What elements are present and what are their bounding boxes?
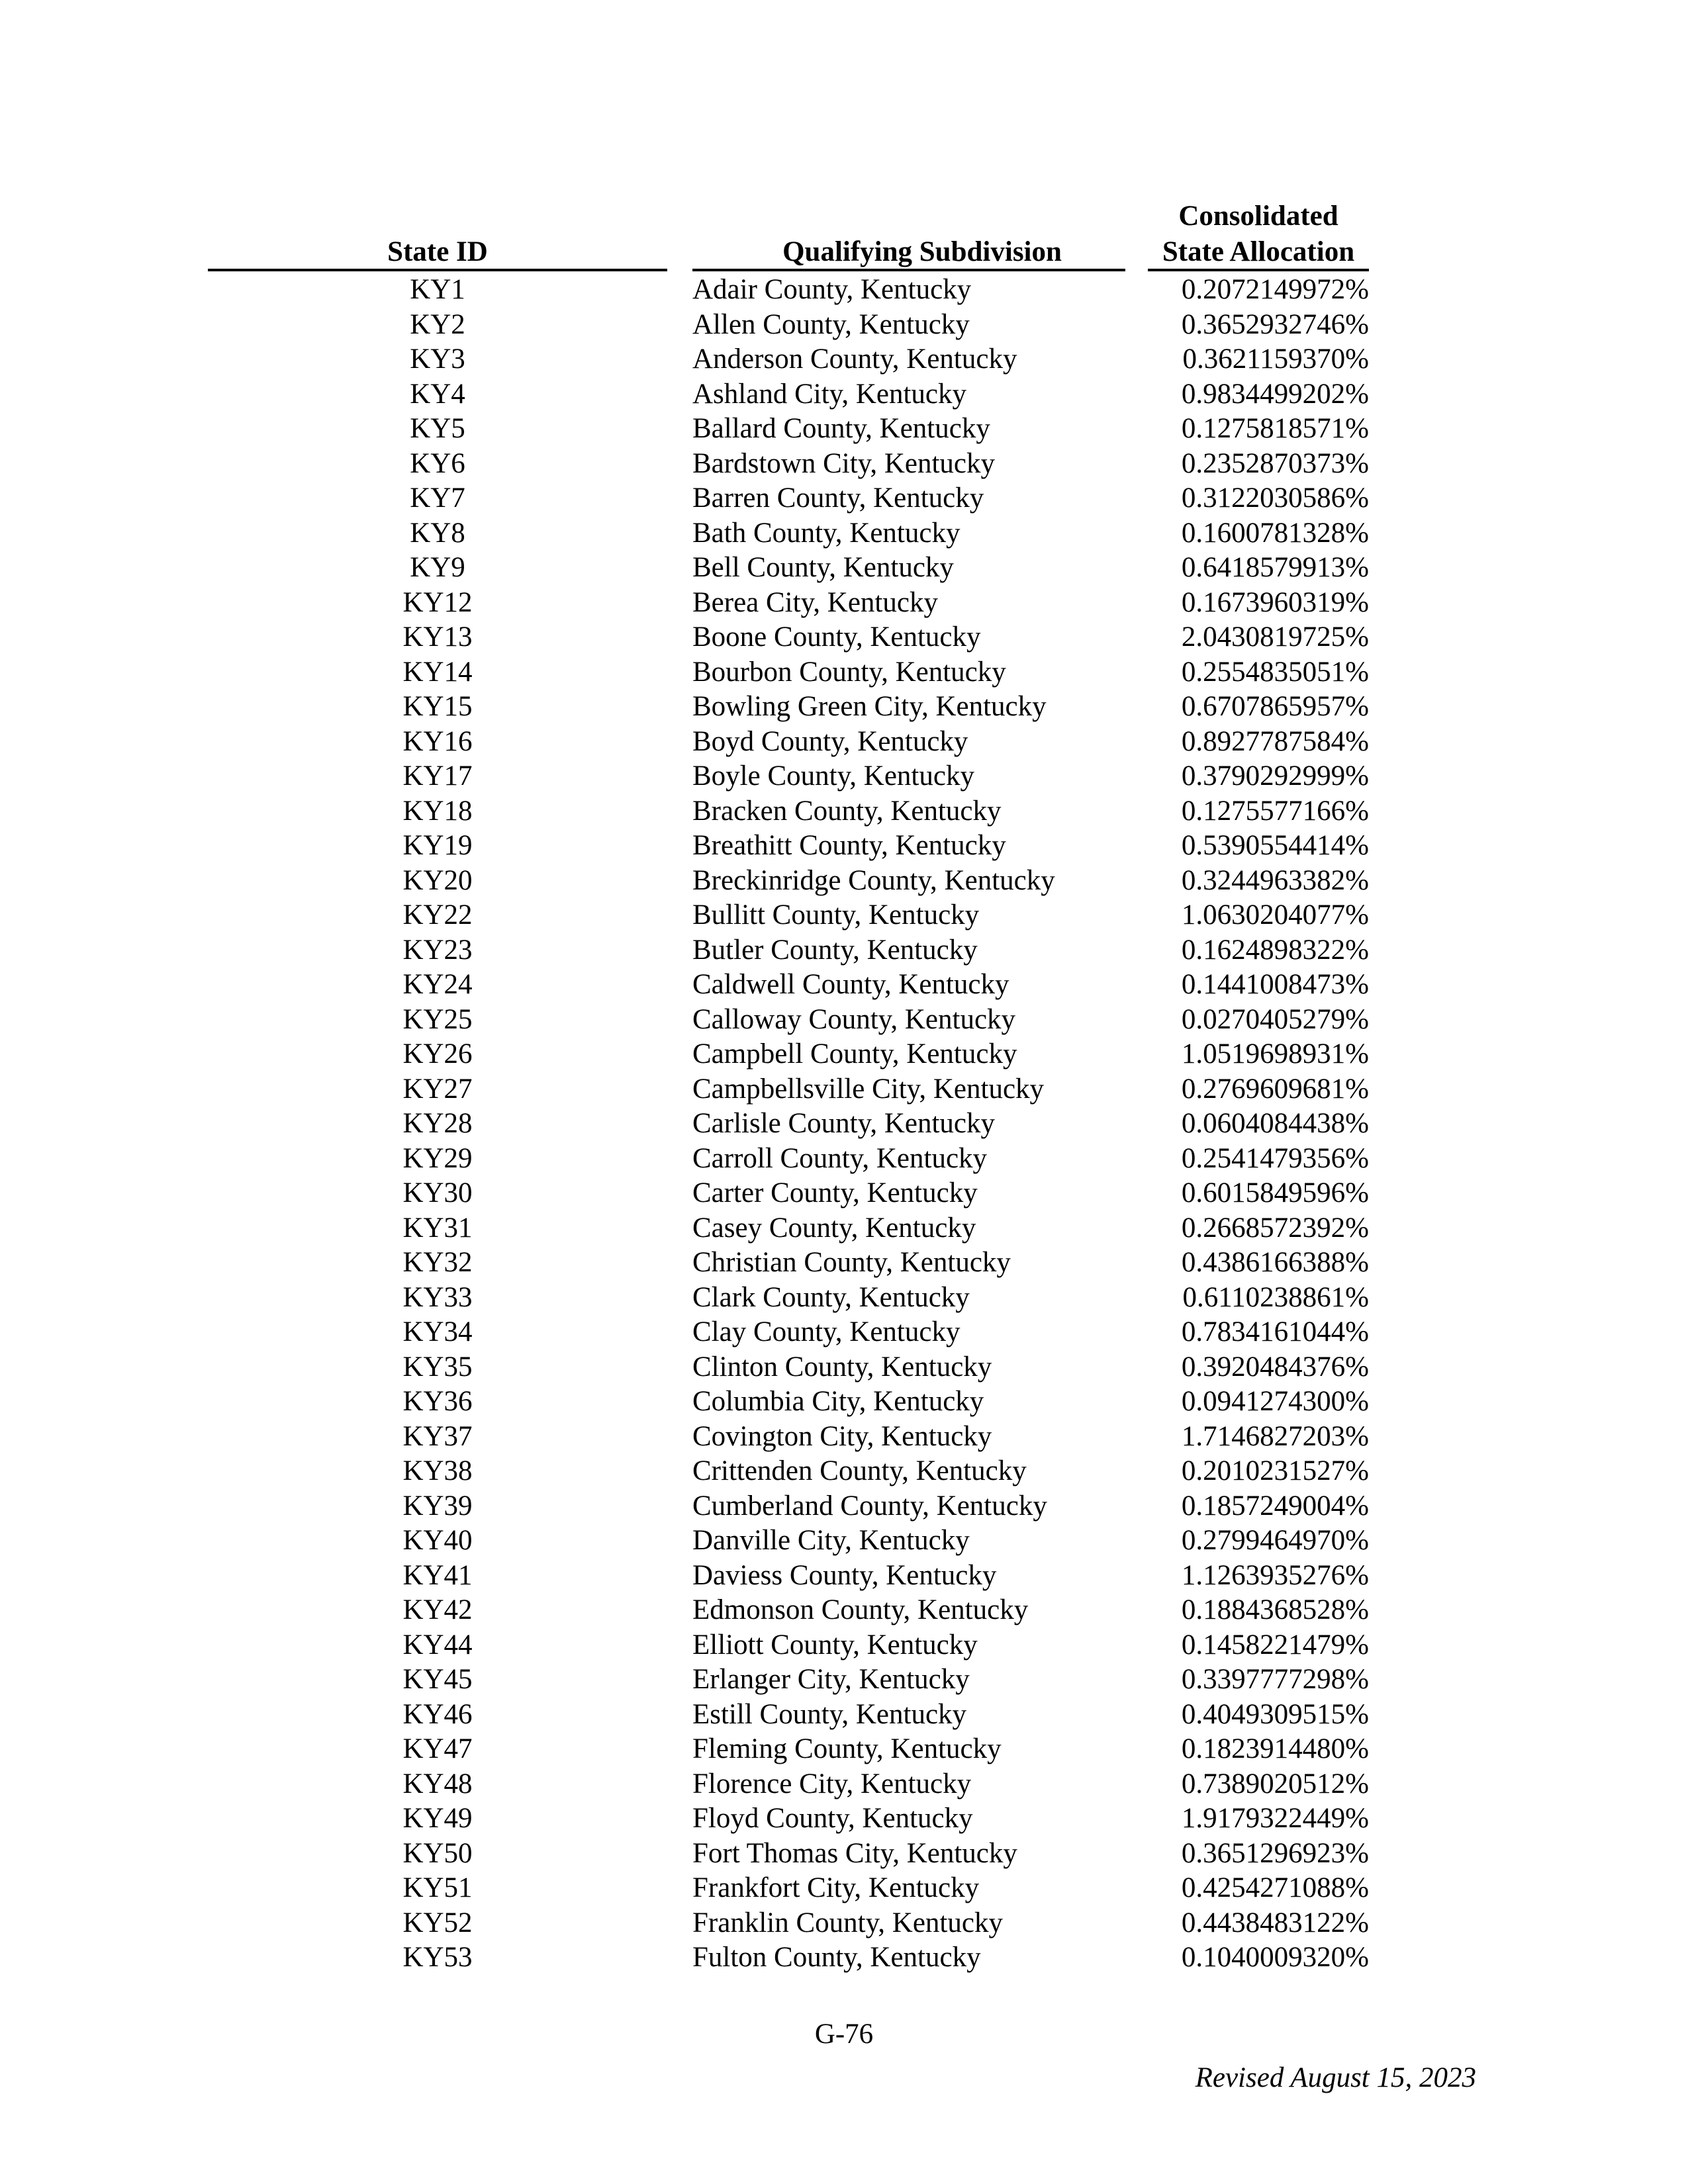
table-row <box>0 1003 1688 1038</box>
state-id-cell: KY52 <box>402 1907 473 1938</box>
allocation-cell: 0.1441008473% <box>1181 969 1369 1000</box>
table-row <box>0 377 1688 412</box>
allocation-table-body <box>0 273 1688 1976</box>
allocation-cell: 0.3397777298% <box>1181 1664 1369 1695</box>
state-id-cell: KY35 <box>402 1351 473 1383</box>
allocation-cell: 1.9179322449% <box>1181 1803 1369 1834</box>
table-row <box>0 1628 1688 1663</box>
state-id-cell: KY2 <box>410 308 465 340</box>
allocation-cell: 1.0630204077% <box>1181 899 1369 931</box>
table-row <box>0 1281 1688 1316</box>
allocation-cell: 0.4386166388% <box>1181 1247 1369 1278</box>
subdivision-cell: Barren County, Kentucky <box>692 482 984 514</box>
subdivision-cell: Bath County, Kentucky <box>692 517 961 549</box>
table-row <box>0 1107 1688 1142</box>
state-id-cell: KY3 <box>410 343 465 375</box>
allocation-cell: 0.4254271088% <box>1181 1872 1369 1903</box>
state-id-cell: KY22 <box>402 899 473 931</box>
header-rule-subdivision <box>692 269 1125 271</box>
table-row <box>0 1871 1688 1906</box>
subdivision-cell: Bullitt County, Kentucky <box>692 899 980 931</box>
subdivision-cell: Bracken County, Kentucky <box>692 795 1002 827</box>
subdivision-cell: Allen County, Kentucky <box>692 308 970 340</box>
state-id-cell: KY17 <box>402 760 473 792</box>
subdivision-cell: Boyd County, Kentucky <box>692 725 968 757</box>
header-allocation-line2: State Allocation <box>1162 236 1355 267</box>
table-row <box>0 308 1688 343</box>
revision-date: Revised August 15, 2023 <box>1195 2062 1476 2093</box>
subdivision-cell: Daviess County, Kentucky <box>692 1559 997 1591</box>
allocation-cell: 0.1600781328% <box>1181 517 1369 549</box>
subdivision-cell: Franklin County, Kentucky <box>692 1907 1003 1938</box>
subdivision-cell: Covington City, Kentucky <box>692 1420 992 1452</box>
state-id-cell: KY1 <box>410 274 465 305</box>
allocation-cell: 0.1857249004% <box>1181 1490 1369 1522</box>
table-row <box>0 1940 1688 1976</box>
subdivision-cell: Fulton County, Kentucky <box>692 1942 981 1973</box>
allocation-cell: 0.6015849596% <box>1181 1177 1369 1208</box>
allocation-cell: 0.4438483122% <box>1181 1907 1369 1938</box>
table-row <box>0 481 1688 516</box>
allocation-cell: 0.6110238861% <box>1182 1281 1369 1313</box>
allocation-cell: 0.6707865957% <box>1181 691 1369 722</box>
subdivision-cell: Columbia City, Kentucky <box>692 1386 984 1417</box>
subdivision-cell: Clinton County, Kentucky <box>692 1351 992 1383</box>
allocation-cell: 0.1040009320% <box>1181 1942 1369 1973</box>
state-id-cell: KY30 <box>402 1177 473 1208</box>
subdivision-cell: Breckinridge County, Kentucky <box>692 864 1055 896</box>
state-id-cell: KY8 <box>410 517 465 549</box>
allocation-cell: 0.1275577166% <box>1181 795 1369 827</box>
state-id-cell: KY40 <box>402 1525 473 1556</box>
header-rule-state-id <box>208 269 667 271</box>
table-row <box>0 794 1688 829</box>
allocation-cell: 1.7146827203% <box>1181 1420 1369 1452</box>
allocation-cell: 0.2668572392% <box>1181 1212 1369 1244</box>
table-row <box>0 1211 1688 1246</box>
allocation-cell: 0.1673960319% <box>1181 586 1369 618</box>
state-id-cell: KY5 <box>410 413 465 444</box>
table-row <box>0 655 1688 690</box>
state-id-cell: KY41 <box>402 1559 473 1591</box>
table-row <box>0 1176 1688 1211</box>
table-row <box>0 1420 1688 1455</box>
table-row <box>0 1454 1688 1489</box>
table-row <box>0 447 1688 482</box>
allocation-cell: 0.1884368528% <box>1181 1594 1369 1625</box>
subdivision-cell: Cumberland County, Kentucky <box>692 1490 1047 1522</box>
allocation-cell: 0.3122030586% <box>1181 482 1369 514</box>
allocation-cell: 0.2541479356% <box>1181 1142 1369 1174</box>
table-row <box>0 1698 1688 1733</box>
allocation-cell: 0.9834499202% <box>1181 378 1369 410</box>
state-id-cell: KY46 <box>402 1698 473 1730</box>
allocation-cell: 0.1823914480% <box>1181 1733 1369 1764</box>
table-row <box>0 1246 1688 1281</box>
allocation-cell: 0.3621159370% <box>1182 343 1369 375</box>
state-id-cell: KY6 <box>410 447 465 479</box>
subdivision-cell: Boyle County, Kentucky <box>692 760 974 792</box>
table-row <box>0 1593 1688 1628</box>
state-id-cell: KY53 <box>402 1942 473 1973</box>
subdivision-cell: Casey County, Kentucky <box>692 1212 976 1244</box>
subdivision-cell: Florence City, Kentucky <box>692 1768 972 1799</box>
allocation-cell: 0.7389020512% <box>1181 1768 1369 1799</box>
table-row <box>0 1801 1688 1837</box>
subdivision-cell: Calloway County, Kentucky <box>692 1003 1016 1035</box>
state-id-cell: KY7 <box>410 482 465 514</box>
header-rule-allocation <box>1148 269 1369 271</box>
table-row <box>0 1662 1688 1698</box>
allocation-cell: 1.0519698931% <box>1181 1038 1369 1069</box>
table-row <box>0 898 1688 933</box>
table-row <box>0 1350 1688 1385</box>
state-id-cell: KY27 <box>402 1073 473 1105</box>
table-row <box>0 620 1688 655</box>
subdivision-cell: Carter County, Kentucky <box>692 1177 978 1208</box>
table-row <box>0 725 1688 760</box>
subdivision-cell: Estill County, Kentucky <box>692 1698 967 1730</box>
allocation-cell: 0.0270405279% <box>1181 1003 1369 1035</box>
table-row <box>0 551 1688 586</box>
allocation-cell: 0.3790292999% <box>1181 760 1369 792</box>
subdivision-cell: Erlanger City, Kentucky <box>692 1664 970 1695</box>
allocation-cell: 1.1263935276% <box>1181 1559 1369 1591</box>
state-id-cell: KY24 <box>402 969 473 1000</box>
subdivision-cell: Breathitt County, Kentucky <box>692 830 1006 861</box>
table-row <box>0 1315 1688 1350</box>
allocation-cell: 0.6418579913% <box>1181 552 1369 583</box>
table-row <box>0 516 1688 551</box>
table-row <box>0 1142 1688 1177</box>
subdivision-cell: Carlisle County, Kentucky <box>692 1108 996 1139</box>
state-id-cell: KY28 <box>402 1108 473 1139</box>
state-id-cell: KY26 <box>402 1038 473 1069</box>
state-id-cell: KY13 <box>402 621 473 653</box>
subdivision-cell: Bell County, Kentucky <box>692 552 954 583</box>
table-row <box>0 864 1688 899</box>
subdivision-cell: Butler County, Kentucky <box>692 934 978 966</box>
subdivision-cell: Danville City, Kentucky <box>692 1525 970 1556</box>
table-row <box>0 1489 1688 1524</box>
allocation-cell: 0.1624898322% <box>1181 934 1369 966</box>
state-id-cell: KY45 <box>402 1664 473 1695</box>
subdivision-cell: Anderson County, Kentucky <box>692 343 1017 375</box>
subdivision-cell: Crittenden County, Kentucky <box>692 1455 1027 1486</box>
table-row <box>0 1732 1688 1767</box>
state-id-cell: KY32 <box>402 1247 473 1278</box>
state-id-cell: KY39 <box>402 1490 473 1522</box>
allocation-cell: 0.2352870373% <box>1181 447 1369 479</box>
state-id-cell: KY34 <box>402 1316 473 1347</box>
state-id-cell: KY18 <box>402 795 473 827</box>
allocation-cell: 0.3920484376% <box>1181 1351 1369 1383</box>
table-row <box>0 1767 1688 1802</box>
subdivision-cell: Edmonson County, Kentucky <box>692 1594 1029 1625</box>
table-row <box>0 1385 1688 1420</box>
subdivision-cell: Frankfort City, Kentucky <box>692 1872 980 1903</box>
allocation-cell: 2.0430819725% <box>1181 621 1369 653</box>
allocation-cell: 0.0941274300% <box>1181 1386 1369 1417</box>
table-row <box>0 829 1688 864</box>
subdivision-cell: Bourbon County, Kentucky <box>692 656 1006 688</box>
allocation-cell: 0.2010231527% <box>1181 1455 1369 1486</box>
allocation-cell: 0.3651296923% <box>1181 1837 1369 1869</box>
header-consolidated-state-allocation <box>1148 199 1369 270</box>
allocation-cell: 0.2799464970% <box>1181 1525 1369 1556</box>
subdivision-cell: Clark County, Kentucky <box>692 1281 970 1313</box>
state-id-cell: KY23 <box>402 934 473 966</box>
subdivision-cell: Caldwell County, Kentucky <box>692 969 1009 1000</box>
subdivision-cell: Bardstown City, Kentucky <box>692 447 996 479</box>
subdivision-cell: Campbellsville City, Kentucky <box>692 1073 1045 1105</box>
subdivision-cell: Boone County, Kentucky <box>692 621 981 653</box>
state-id-cell: KY33 <box>402 1281 473 1313</box>
subdivision-cell: Clay County, Kentucky <box>692 1316 961 1347</box>
state-id-cell: KY9 <box>410 552 465 583</box>
subdivision-cell: Fort Thomas City, Kentucky <box>692 1837 1017 1869</box>
state-id-cell: KY51 <box>402 1872 473 1903</box>
table-row <box>0 968 1688 1003</box>
table-row <box>0 1906 1688 1941</box>
table-row <box>0 933 1688 968</box>
allocation-cell: 0.1458221479% <box>1181 1629 1369 1661</box>
allocation-cell: 0.7834161044% <box>1181 1316 1369 1347</box>
state-id-cell: KY47 <box>402 1733 473 1764</box>
subdivision-cell: Ashland City, Kentucky <box>692 378 967 410</box>
state-id-cell: KY37 <box>402 1420 473 1452</box>
allocation-cell: 0.8927787584% <box>1181 725 1369 757</box>
state-id-cell: KY19 <box>402 830 473 861</box>
table-row <box>0 1037 1688 1072</box>
allocation-cell: 0.3244963382% <box>1181 864 1369 896</box>
state-id-cell: KY49 <box>402 1803 473 1834</box>
allocation-cell: 0.1275818571% <box>1181 413 1369 444</box>
state-id-cell: KY4 <box>410 378 465 410</box>
header-state-id: State ID <box>387 236 488 267</box>
header-qualifying-subdivision: Qualifying Subdivision <box>782 236 1062 267</box>
subdivision-cell: Ballard County, Kentucky <box>692 413 990 444</box>
table-row <box>0 273 1688 308</box>
state-id-cell: KY16 <box>402 725 473 757</box>
subdivision-cell: Bowling Green City, Kentucky <box>692 691 1047 722</box>
subdivision-cell: Fleming County, Kentucky <box>692 1733 1002 1764</box>
allocation-cell: 0.3652932746% <box>1181 308 1369 340</box>
state-id-cell: KY42 <box>402 1594 473 1625</box>
subdivision-cell: Christian County, Kentucky <box>692 1247 1011 1278</box>
state-id-cell: KY20 <box>402 864 473 896</box>
header-allocation-line1: Consolidated <box>1178 201 1338 232</box>
subdivision-cell: Campbell County, Kentucky <box>692 1038 1017 1069</box>
state-id-cell: KY31 <box>402 1212 473 1244</box>
allocation-cell: 0.0604084438% <box>1181 1108 1369 1139</box>
subdivision-cell: Berea City, Kentucky <box>692 586 938 618</box>
state-id-cell: KY44 <box>402 1629 473 1661</box>
subdivision-cell: Floyd County, Kentucky <box>692 1803 973 1834</box>
state-id-cell: KY15 <box>402 691 473 722</box>
table-row <box>0 759 1688 794</box>
state-id-cell: KY14 <box>402 656 473 688</box>
allocation-cell: 0.5390554414% <box>1181 830 1369 861</box>
subdivision-cell: Carroll County, Kentucky <box>692 1142 988 1174</box>
table-row <box>0 412 1688 447</box>
table-row <box>0 586 1688 621</box>
state-id-cell: KY48 <box>402 1768 473 1799</box>
subdivision-cell: Adair County, Kentucky <box>692 274 972 305</box>
table-row <box>0 1559 1688 1594</box>
page-number: G-76 <box>814 2019 874 2050</box>
table-row <box>0 1837 1688 1872</box>
subdivision-cell: Elliott County, Kentucky <box>692 1629 978 1661</box>
state-id-cell: KY36 <box>402 1386 473 1417</box>
allocation-cell: 0.2554835051% <box>1181 656 1369 688</box>
table-row <box>0 1524 1688 1559</box>
state-id-cell: KY29 <box>402 1142 473 1174</box>
allocation-cell: 0.4049309515% <box>1181 1698 1369 1730</box>
table-row <box>0 342 1688 377</box>
state-id-cell: KY12 <box>402 586 473 618</box>
state-id-cell: KY38 <box>402 1455 473 1486</box>
allocation-cell: 0.2769609681% <box>1181 1073 1369 1105</box>
state-id-cell: KY50 <box>402 1837 473 1869</box>
table-row <box>0 1072 1688 1107</box>
allocation-cell: 0.2072149972% <box>1181 274 1369 305</box>
table-row <box>0 690 1688 725</box>
state-id-cell: KY25 <box>402 1003 473 1035</box>
